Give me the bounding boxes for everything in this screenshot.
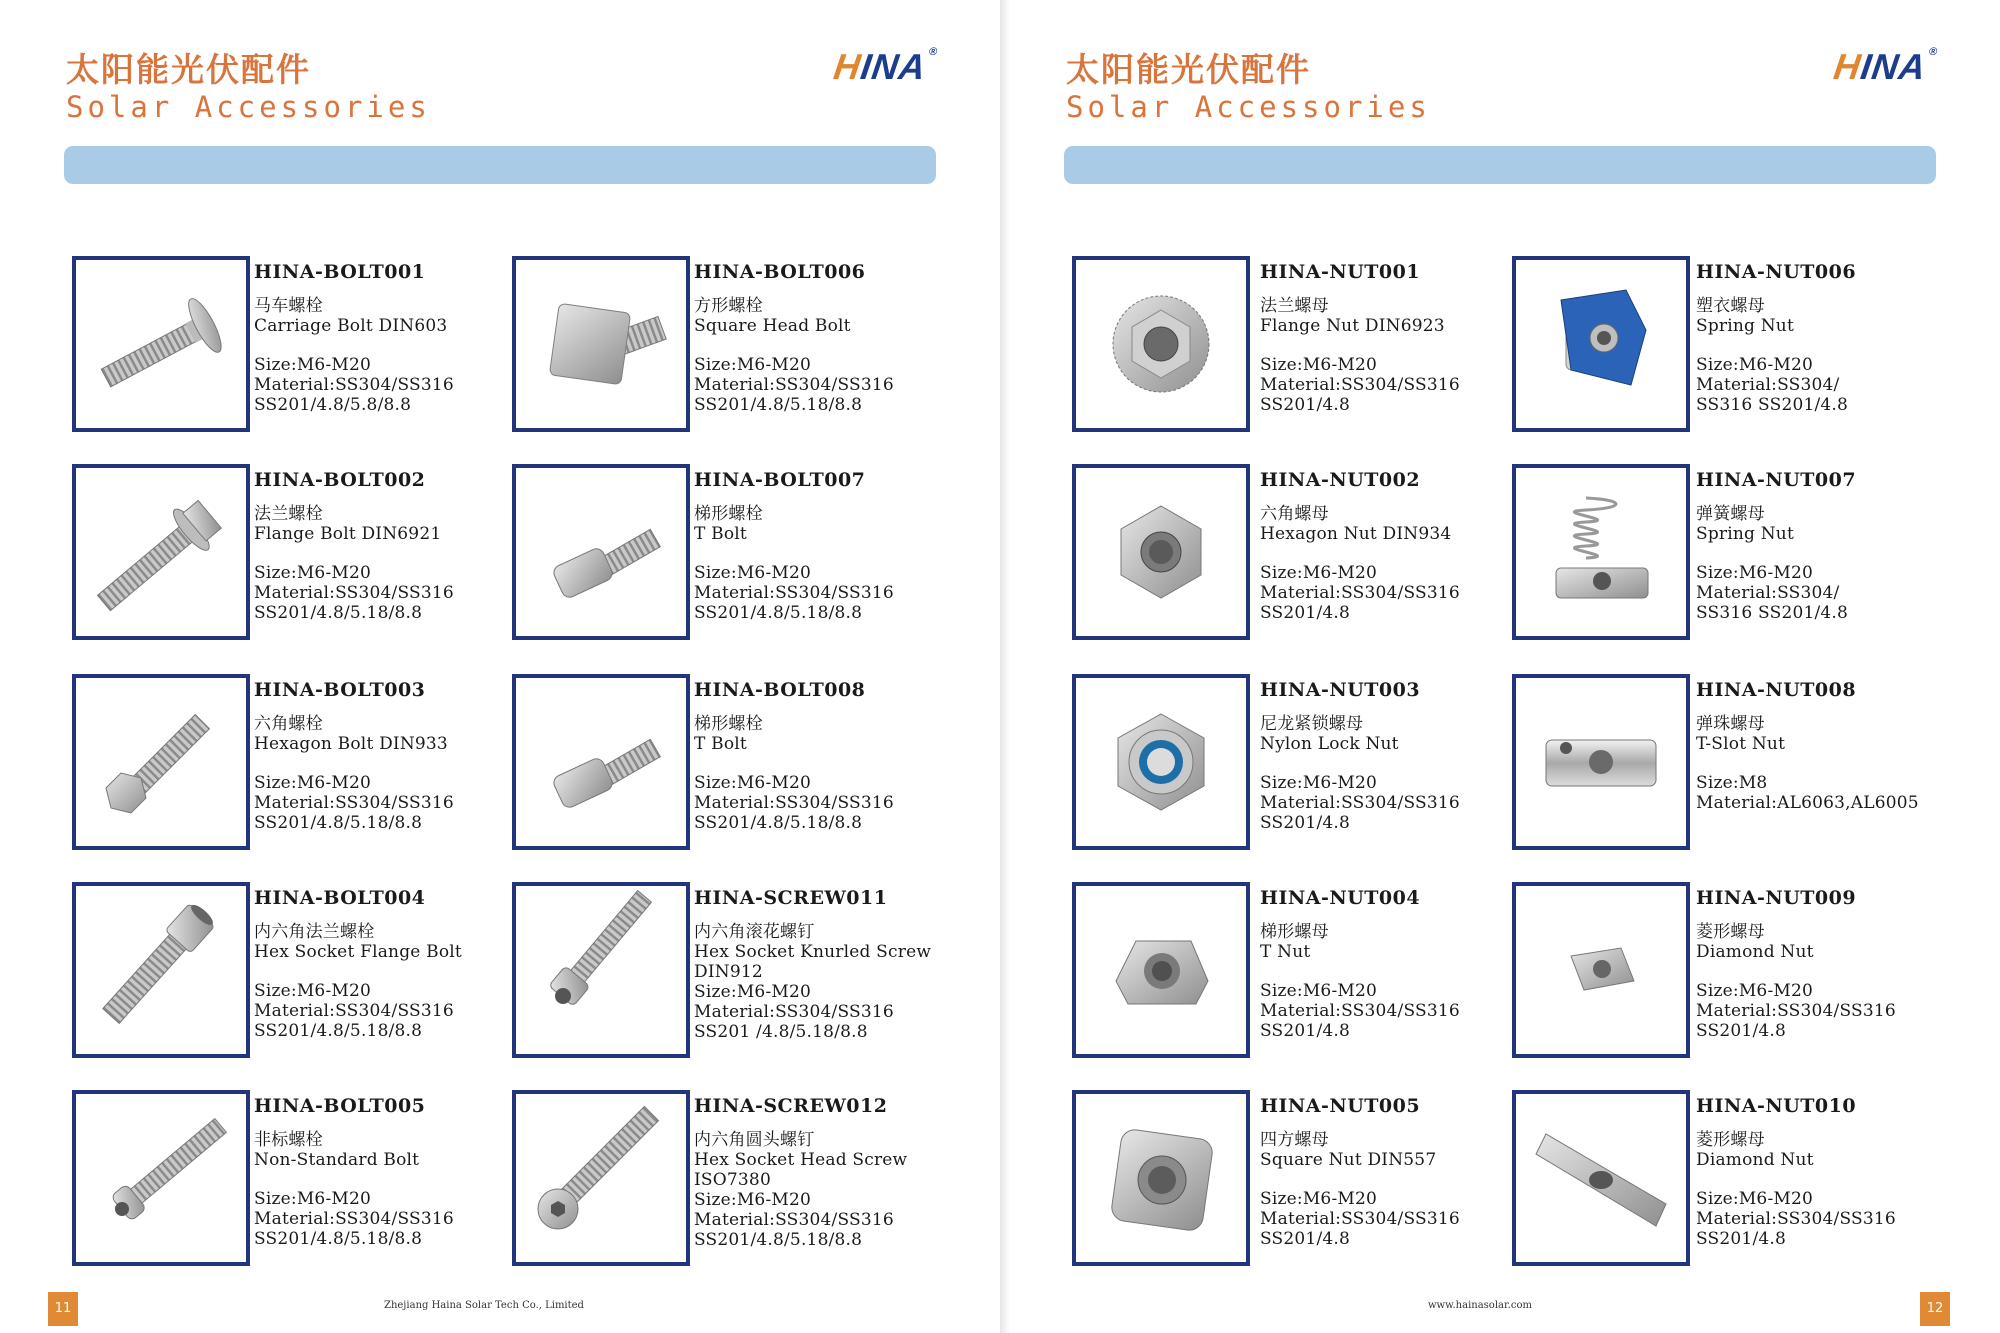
product-code: HINA-NUT004 [1260,887,1421,909]
product-spec: Material:SS304/SS316 [1260,583,1460,603]
product-spec: Size:M6-M20 [1260,981,1378,1001]
catalog-page-right [1000,0,2000,1333]
product-name-en: Square Head Bolt [694,316,851,336]
product-code: HINA-BOLT006 [694,261,866,283]
product-card [512,464,952,644]
product-spec: Size:M6-M20 [1696,563,1814,583]
product-name-en: T Bolt [694,524,747,544]
product-spec: Material:SS304/SS316 [254,1209,454,1229]
product-spec: Size:M6-M20 [694,982,812,1002]
product-card [1512,882,1952,1062]
product-code: HINA-BOLT002 [254,469,426,491]
product-code: HINA-BOLT007 [694,469,866,491]
page-title-en: Solar Accessories [66,90,431,124]
footer-company: Zhejiang Haina Solar Tech Co., Limited [384,1300,584,1311]
product-name-cn: 四方螺母 [1260,1130,1329,1150]
product-name-en: Hexagon Bolt DIN933 [254,734,448,754]
product-image-frame [1072,256,1250,432]
square-nut-icon [1076,1094,1246,1262]
button-head-screw-icon [516,1094,686,1262]
product-code: HINA-BOLT003 [254,679,426,701]
product-spec: Material:SS304/SS316 [694,583,894,603]
product-image-frame [512,882,690,1058]
product-spec: Material:SS304/SS316 [254,375,454,395]
product-spec: Size:M6-M20 [694,563,812,583]
product-spec: Size:M6-M20 [1260,563,1378,583]
product-image-frame [512,464,690,640]
product-card [1512,674,1952,854]
product-card [1072,256,1512,436]
product-image-frame [512,1090,690,1266]
product-spec: Size:M6-M20 [1696,981,1814,1001]
product-code: HINA-BOLT008 [694,679,866,701]
product-name-cn: 梯形螺栓 [694,714,763,734]
product-image-frame [72,882,250,1058]
product-spec: Material:SS304/SS316 [1260,1209,1460,1229]
hex-socket-flange-bolt-icon [76,886,246,1054]
product-spec: Material:SS304/SS316 [254,583,454,603]
product-card [1072,674,1512,854]
product-spec: Material:SS304/SS316 [694,1210,894,1230]
nylon-lock-nut-icon [1076,678,1246,846]
product-spec: Material:SS304/SS316 [254,793,454,813]
product-code: HINA-NUT002 [1260,469,1421,491]
product-name-en: Flange Bolt DIN6921 [254,524,442,544]
product-code: HINA-NUT007 [1696,469,1857,491]
product-spec: Size:M6-M20 [254,981,372,1001]
product-image-frame [1512,1090,1690,1266]
product-code: HINA-BOLT005 [254,1095,426,1117]
product-card [72,1090,512,1270]
product-card [72,674,512,854]
product-spec: Material:SS304/SS316 [1696,1209,1896,1229]
product-image-frame [72,464,250,640]
product-spec: SS201/4.8 [1260,1229,1351,1249]
product-name-cn: 塑衣螺母 [1696,296,1765,316]
page-number: 11 [48,1292,78,1326]
product-name-en: Hex Socket Knurled Screw [694,942,932,962]
hexagon-nut-icon [1076,468,1246,636]
product-spec: SS201/4.8/5.8/8.8 [254,395,412,415]
product-spec: SS201/4.8 [1696,1229,1787,1249]
product-card [72,256,512,436]
product-name-en: T Bolt [694,734,747,754]
product-spec: Size:M6-M20 [694,1190,812,1210]
header-band [1064,146,1936,184]
t-nut-icon [1076,886,1246,1054]
diamond-nut-icon [1516,886,1686,1054]
product-image-frame [1512,464,1690,640]
t-slot-nut-icon [1516,678,1686,846]
product-spec: SS201/4.8 [1260,395,1351,415]
hina-logo: HINA® [831,46,940,87]
product-code: HINA-NUT008 [1696,679,1857,701]
product-card [512,256,952,436]
page-title-cn: 太阳能光伏配件 [66,50,311,89]
product-spec: Size:M6-M20 [254,773,372,793]
product-spec: Material:SS304/SS316 [694,793,894,813]
product-spec: SS201/4.8/5.18/8.8 [254,1229,423,1249]
product-image-frame [1512,256,1690,432]
page-title-en: Solar Accessories [1066,90,1431,124]
product-image-frame [1072,882,1250,1058]
product-spec: Size:M6-M20 [1696,355,1814,375]
long-diamond-nut-icon [1516,1094,1686,1262]
product-spec: SS316 SS201/4.8 [1696,603,1849,623]
product-card [512,1090,952,1270]
product-name-en: Diamond Nut [1696,942,1814,962]
product-card [1512,1090,1952,1270]
product-spec: SS201 /4.8/5.18/8.8 [694,1022,868,1042]
carriage-bolt-icon [76,260,246,428]
page-title-cn: 太阳能光伏配件 [1066,50,1311,89]
product-name-cn: 弹珠螺母 [1696,714,1765,734]
flange-nut-icon [1076,260,1246,428]
product-spec: SS201/4.8 [1260,603,1351,623]
product-spec: SS201/4.8 [1696,1021,1787,1041]
product-name-en: Diamond Nut [1696,1150,1814,1170]
product-code: HINA-NUT001 [1260,261,1421,283]
product-spec: DIN912 [694,962,763,982]
product-spec: Material:SS304/ [1696,375,1840,395]
product-image-frame [72,674,250,850]
product-name-en: Flange Nut DIN6923 [1260,316,1445,336]
product-card [1512,464,1952,644]
product-name-cn: 法兰螺母 [1260,296,1329,316]
product-image-frame [512,674,690,850]
product-spec: Size:M6-M20 [1260,1189,1378,1209]
product-name-en: Hex Socket Head Screw [694,1150,908,1170]
product-card [1512,256,1952,436]
product-spec: Material:SS304/SS316 [1260,793,1460,813]
product-card [1072,882,1512,1062]
product-image-frame [1512,882,1690,1058]
knurled-screw-icon [516,886,686,1054]
product-card [1072,1090,1512,1270]
product-spec: Size:M8 [1696,773,1768,793]
product-spec: SS316 SS201/4.8 [1696,395,1849,415]
product-name-cn: 菱形螺母 [1696,1130,1765,1150]
product-name-en: Carriage Bolt DIN603 [254,316,448,336]
product-code: HINA-NUT010 [1696,1095,1857,1117]
spring-nut-icon [1516,468,1686,636]
t-bolt-icon [516,678,686,846]
product-spec: ISO7380 [694,1170,771,1190]
product-name-cn: 法兰螺栓 [254,504,323,524]
product-spec: Size:M6-M20 [694,355,812,375]
product-spec: Size:M6-M20 [694,773,812,793]
footer-website: www.hainasolar.com [1428,1300,1532,1311]
product-spec: Material:SS304/SS316 [1696,1001,1896,1021]
product-name-cn: 梯形螺母 [1260,922,1329,942]
product-name-cn: 菱形螺母 [1696,922,1765,942]
product-spec: SS201/4.8/5.18/8.8 [694,395,863,415]
product-spec: Size:M6-M20 [254,1189,372,1209]
product-code: HINA-SCREW011 [694,887,888,909]
product-code: HINA-BOLT004 [254,887,426,909]
product-name-en: Nylon Lock Nut [1260,734,1399,754]
product-name-cn: 梯形螺栓 [694,504,763,524]
product-card [72,464,512,644]
product-name-en: Non-Standard Bolt [254,1150,420,1170]
product-image-frame [1072,674,1250,850]
product-spec: SS201/4.8/5.18/8.8 [254,813,423,833]
product-spec: Material:SS304/SS316 [694,375,894,395]
t-bolt-icon [516,468,686,636]
product-name-cn: 内六角滚花螺钉 [694,922,815,942]
page-number: 12 [1920,1292,1950,1326]
product-name-cn: 六角螺母 [1260,504,1329,524]
plastic-wing-spring-nut-icon [1516,260,1686,428]
product-image-frame [512,256,690,432]
product-image-frame [72,256,250,432]
product-spec: Size:M6-M20 [254,355,372,375]
product-name-cn: 尼龙紧锁螺母 [1260,714,1364,734]
product-card [512,674,952,854]
product-image-frame [1512,674,1690,850]
product-name-en: Hexagon Nut DIN934 [1260,524,1452,544]
product-name-en: T Nut [1260,942,1311,962]
product-spec: Size:M6-M20 [1260,355,1378,375]
product-spec: Material:SS304/SS316 [1260,375,1460,395]
product-image-frame [1072,464,1250,640]
product-code: HINA-BOLT001 [254,261,426,283]
product-spec: Material:SS304/SS316 [1260,1001,1460,1021]
product-spec: Material:SS304/SS316 [694,1002,894,1022]
product-name-cn: 内六角法兰螺栓 [254,922,375,942]
product-image-frame [72,1090,250,1266]
product-spec: SS201/4.8/5.18/8.8 [694,813,863,833]
product-code: HINA-NUT005 [1260,1095,1421,1117]
product-spec: Material:SS304/ [1696,583,1840,603]
product-name-en: Spring Nut [1696,524,1794,544]
product-card [72,882,512,1062]
non-standard-bolt-icon [76,1094,246,1262]
product-spec: SS201/4.8 [1260,1021,1351,1041]
product-spec: Size:M6-M20 [1696,1189,1814,1209]
header-band [64,146,936,184]
product-name-en: Hex Socket Flange Bolt [254,942,462,962]
product-name-en: Square Nut DIN557 [1260,1150,1437,1170]
product-name-en: T-Slot Nut [1696,734,1786,754]
product-code: HINA-NUT009 [1696,887,1857,909]
product-spec: SS201/4.8/5.18/8.8 [254,603,423,623]
product-image-frame [1072,1090,1250,1266]
product-name-cn: 非标螺栓 [254,1130,323,1150]
square-head-bolt-icon [516,260,686,428]
product-name-cn: 马车螺栓 [254,296,323,316]
product-name-en: Spring Nut [1696,316,1794,336]
product-code: HINA-NUT006 [1696,261,1857,283]
product-spec: SS201/4.8/5.18/8.8 [694,603,863,623]
product-spec: Material:AL6063,AL6005 [1696,793,1919,813]
product-spec: SS201/4.8/5.18/8.8 [254,1021,423,1041]
product-name-cn: 弹簧螺母 [1696,504,1765,524]
hina-logo: HINA® [1831,46,1940,87]
product-name-cn: 方形螺栓 [694,296,763,316]
hexagon-bolt-icon [76,678,246,846]
product-code: HINA-SCREW012 [694,1095,888,1117]
product-spec: Size:M6-M20 [254,563,372,583]
flange-bolt-icon [76,468,246,636]
product-spec: Material:SS304/SS316 [254,1001,454,1021]
product-spec: SS201/4.8 [1260,813,1351,833]
product-spec: Size:M6-M20 [1260,773,1378,793]
product-card [1072,464,1512,644]
product-card [512,882,952,1062]
product-name-cn: 六角螺栓 [254,714,323,734]
product-code: HINA-NUT003 [1260,679,1421,701]
product-spec: SS201/4.8/5.18/8.8 [694,1230,863,1250]
product-name-cn: 内六角圆头螺钉 [694,1130,815,1150]
